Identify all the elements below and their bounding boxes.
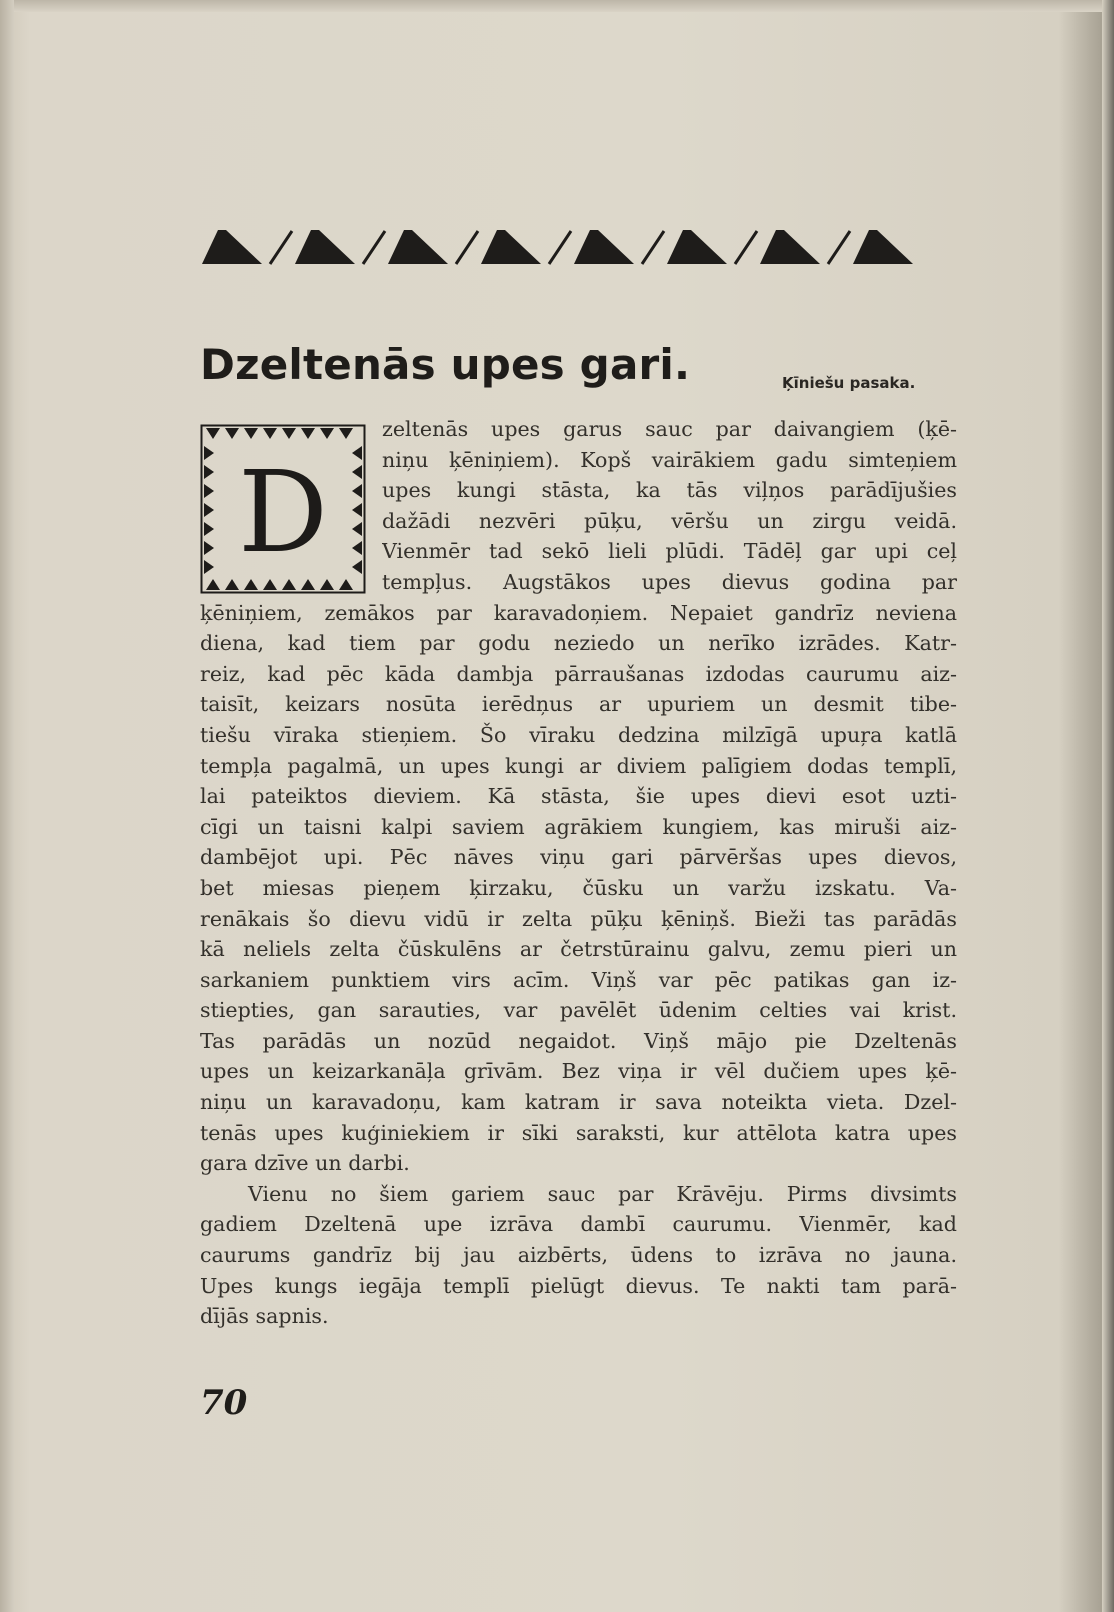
text-line: Vienmēr tad sekō lieli plūdi. Tādēļ gar upi ceļ [382, 539, 957, 564]
text-line: gadiem Dzeltenā upe izrāva dambī caurumu. Vienmēr, kad [200, 1212, 957, 1237]
page-right-edge [1102, 0, 1114, 1612]
text-line: tempļa pagalmā, un upes kungi ar diviem palīgiem dodas templī, [200, 753, 957, 778]
ornament-wedge [760, 230, 820, 264]
ornament-wedge [574, 230, 634, 264]
ornament-wedge [667, 230, 727, 264]
text-line: dažādi nezvēri pūķu, vēršu un zirgu veidā. [382, 508, 957, 533]
ornament-wedge [481, 230, 541, 264]
text-line: niņu un karavadoņu, kam katram ir sava noteikta vieta. Dzel- [200, 1090, 957, 1115]
text-line: upes un keizarkanāļa grīvām. Bez viņa ir vēl dučiem upes ķē- [200, 1059, 957, 1084]
text-line: lai pateiktos dieviem. Kā stāsta, šie upes dievi esot uzti- [200, 784, 957, 809]
text-line: gara dzīve un darbi. [200, 1151, 410, 1176]
ornament-slash [828, 231, 850, 264]
ornament-slash [549, 231, 571, 264]
text-line: sarkaniem punktiem virs acīm. Viņš var pēc patikas gan iz- [200, 967, 957, 992]
page-top-edge [0, 0, 1114, 12]
header-ornament [200, 228, 945, 266]
text-line: dījās sapnis. [200, 1304, 329, 1329]
ornament-slash [735, 231, 757, 264]
text-line: tenās upes kuģiniekiem ir sīki saraksti, kur attēlota katra upes [200, 1120, 957, 1145]
text-line: upes kungi stāsta, ka tās viļņos parādījušies [382, 478, 957, 503]
text-line: Upes kungs iegāja templī pielūgt dievus. Te nakti tam parā- [200, 1273, 957, 1298]
text-line: stiepties, gan sarauties, var pavēlēt ūdenim celties vai krist. [200, 998, 957, 1023]
story-subtitle: Ķīniešu pasaka. [782, 374, 916, 392]
ornament-slash [270, 231, 292, 264]
text-line: bet miesas pieņem ķirzaku, čūsku un varžu izskatu. Va- [200, 875, 957, 900]
text-line: Vienu no šiem gariem sauc par Krāvēju. Pirms divsimts [248, 1181, 957, 1206]
text-line: cīgi un taisni kalpi saviem agrākiem kungiem, kas miruši aiz- [200, 814, 957, 839]
text-line: diena, kad tiem par godu neziedo un nerīko izrādes. Katr- [200, 631, 957, 656]
text-line: tempļus. Augstākos upes dievus godina par [382, 569, 957, 594]
story-title: Dzeltenās upes gari. [200, 340, 691, 389]
ornament-wedge [202, 230, 262, 264]
text-line: renākais šo dievu vidū ir zelta pūķu ķēniņš. Bieži tas parādās [200, 906, 957, 931]
text-line: Tas parādās un nozūd negaidot. Viņš mājo pie Dzeltenās [200, 1028, 957, 1053]
ornament-wedge [295, 230, 355, 264]
text-line: taisīt, keizars nosūta ierēdņus ar upuriem un desmit tibe- [200, 692, 957, 717]
ornament-slash [456, 231, 478, 264]
ornament-slash [363, 231, 385, 264]
text-line: caurums gandrīz bij jau aizbērts, ūdens to izrāva no jauna. [200, 1243, 957, 1268]
story-body [200, 414, 957, 1332]
text-line: kā neliels zelta čūskulēns ar četrstūrainu galvu, zemu pieri un [200, 937, 957, 962]
drop-cap-letter: D [238, 448, 328, 578]
text-line: reiz, kad pēc kāda dambja pārraušanas izdodas caurumu aiz- [200, 661, 957, 686]
text-line: dambējot upi. Pēc nāves viņu gari pārvēršas upes dievos, [200, 845, 957, 870]
page-left-edge [0, 0, 14, 1612]
text-line: niņu ķēniņiem). Kopš vairākiem gadu simteņiem [382, 447, 957, 472]
ornament-wedge [853, 230, 913, 264]
text-line: zeltenās upes garus sauc par daivangiem (ķē- [382, 417, 957, 441]
ornament-slash [642, 231, 664, 264]
text-line: ķēniņiem, zemākos par karavadoņiem. Nepaiet gandrīz neviena [200, 600, 957, 625]
text-line: tiešu vīraka stieņiem. Šo vīraku dedzina milzīgā upuŗa katlā [200, 722, 957, 747]
page-number: 70 [200, 1383, 248, 1423]
ornament-wedge [388, 230, 448, 264]
